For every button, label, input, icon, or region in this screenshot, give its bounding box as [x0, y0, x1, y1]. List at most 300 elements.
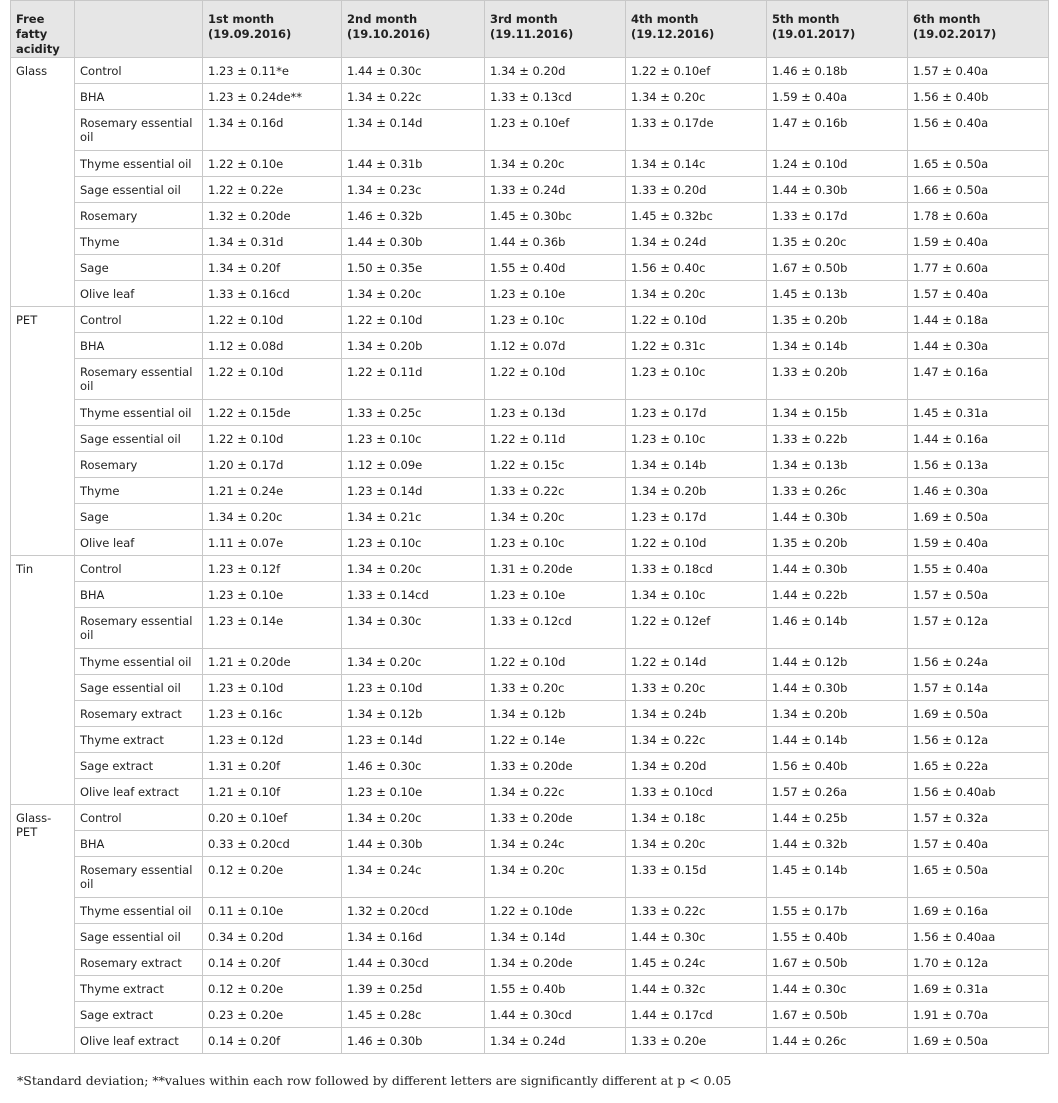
table-row — [11, 255, 1049, 281]
value-cell-month-4: 1.22 ± 0.14d — [626, 649, 767, 675]
treatment-label-cell: Rosemary — [75, 203, 203, 229]
value-cell-month-5: 1.44 ± 0.32b — [767, 831, 908, 857]
value-cell-month-4: 1.34 ± 0.20c — [626, 84, 767, 110]
header-date: (19.02.2017) — [913, 27, 997, 41]
table-row — [11, 203, 1049, 229]
treatment-label-cell: Rosemary — [75, 452, 203, 478]
value-cell-month-6: 1.44 ± 0.16a — [908, 426, 1049, 452]
value-cell-month-6: 1.44 ± 0.30a — [908, 333, 1049, 359]
value-cell-month-3: 1.22 ± 0.10de — [485, 898, 626, 924]
treatment-label-cell: Olive leaf extract — [75, 1028, 203, 1054]
table-row — [11, 333, 1049, 359]
packaging-group-cell: Glass — [11, 58, 75, 307]
value-cell-month-1: 1.12 ± 0.08d — [203, 333, 342, 359]
header-title: 5th month — [772, 12, 840, 26]
treatment-label-cell: Thyme — [75, 478, 203, 504]
value-cell-month-1: 1.11 ± 0.07e — [203, 530, 342, 556]
value-cell-month-3: 1.22 ± 0.11d — [485, 426, 626, 452]
value-cell-month-3: 1.33 ± 0.12cd — [485, 608, 626, 649]
value-cell-month-5: 1.59 ± 0.40a — [767, 84, 908, 110]
value-cell-month-2: 1.46 ± 0.32b — [342, 203, 485, 229]
table-row — [11, 831, 1049, 857]
value-cell-month-2: 1.34 ± 0.20b — [342, 333, 485, 359]
value-cell-month-6: 1.57 ± 0.12a — [908, 608, 1049, 649]
value-cell-month-6: 1.78 ± 0.60a — [908, 203, 1049, 229]
value-cell-month-1: 1.22 ± 0.10d — [203, 426, 342, 452]
value-cell-month-2: 1.34 ± 0.16d — [342, 924, 485, 950]
value-cell-month-2: 1.34 ± 0.24c — [342, 857, 485, 898]
table-body — [11, 58, 1049, 1054]
value-cell-month-5: 1.45 ± 0.13b — [767, 281, 908, 307]
value-cell-month-6: 1.57 ± 0.50a — [908, 582, 1049, 608]
value-cell-month-6: 1.59 ± 0.40a — [908, 229, 1049, 255]
treatment-label-cell: Sage essential oil — [75, 177, 203, 203]
packaging-group-cell: Glass-PET — [11, 805, 75, 1054]
value-cell-month-4: 1.34 ± 0.20d — [626, 753, 767, 779]
value-cell-month-6: 1.57 ± 0.14a — [908, 675, 1049, 701]
value-cell-month-6: 1.56 ± 0.40aa — [908, 924, 1049, 950]
value-cell-month-2: 1.34 ± 0.21c — [342, 504, 485, 530]
value-cell-month-1: 1.23 ± 0.16c — [203, 701, 342, 727]
table-row — [11, 805, 1049, 831]
value-cell-month-1: 0.20 ± 0.10ef — [203, 805, 342, 831]
value-cell-month-6: 1.56 ± 0.13a — [908, 452, 1049, 478]
value-cell-month-1: 0.12 ± 0.20e — [203, 857, 342, 898]
table-row — [11, 1028, 1049, 1054]
value-cell-month-1: 1.22 ± 0.15de — [203, 400, 342, 426]
value-cell-month-3: 1.22 ± 0.10d — [485, 649, 626, 675]
header-title: 4th month — [631, 12, 699, 26]
treatment-label-cell: Olive leaf extract — [75, 779, 203, 805]
value-cell-month-4: 1.34 ± 0.14c — [626, 151, 767, 177]
value-cell-month-4: 1.56 ± 0.40c — [626, 255, 767, 281]
value-cell-month-3: 1.34 ± 0.12b — [485, 701, 626, 727]
value-cell-month-1: 0.11 ± 0.10e — [203, 898, 342, 924]
packaging-group-cell: PET — [11, 307, 75, 556]
value-cell-month-5: 1.35 ± 0.20c — [767, 229, 908, 255]
table-row — [11, 151, 1049, 177]
value-cell-month-5: 1.57 ± 0.26a — [767, 779, 908, 805]
value-cell-month-2: 1.44 ± 0.30cd — [342, 950, 485, 976]
value-cell-month-1: 1.34 ± 0.16d — [203, 110, 342, 151]
treatment-label-cell: Sage essential oil — [75, 426, 203, 452]
value-cell-month-5: 1.44 ± 0.30b — [767, 504, 908, 530]
value-cell-month-2: 1.46 ± 0.30b — [342, 1028, 485, 1054]
value-cell-month-6: 1.69 ± 0.50a — [908, 1028, 1049, 1054]
value-cell-month-1: 1.23 ± 0.10d — [203, 675, 342, 701]
header-free-fatty-acidity — [11, 1, 75, 58]
value-cell-month-1: 1.23 ± 0.10e — [203, 582, 342, 608]
header-month-2 — [342, 1, 485, 58]
value-cell-month-2: 1.44 ± 0.30b — [342, 229, 485, 255]
value-cell-month-2: 1.34 ± 0.20c — [342, 805, 485, 831]
value-cell-month-3: 1.33 ± 0.13cd — [485, 84, 626, 110]
value-cell-month-2: 1.32 ± 0.20cd — [342, 898, 485, 924]
value-cell-month-6: 1.65 ± 0.22a — [908, 753, 1049, 779]
value-cell-month-1: 0.14 ± 0.20f — [203, 1028, 342, 1054]
value-cell-month-6: 1.65 ± 0.50a — [908, 857, 1049, 898]
value-cell-month-2: 1.34 ± 0.14d — [342, 110, 485, 151]
value-cell-month-6: 1.57 ± 0.40a — [908, 281, 1049, 307]
table-row — [11, 307, 1049, 333]
treatment-label-cell: Sage — [75, 504, 203, 530]
value-cell-month-3: 1.55 ± 0.40d — [485, 255, 626, 281]
value-cell-month-4: 1.23 ± 0.10c — [626, 359, 767, 400]
value-cell-month-6: 1.59 ± 0.40a — [908, 530, 1049, 556]
value-cell-month-1: 1.20 ± 0.17d — [203, 452, 342, 478]
value-cell-month-3: 1.23 ± 0.10ef — [485, 110, 626, 151]
value-cell-month-1: 1.34 ± 0.31d — [203, 229, 342, 255]
value-cell-month-2: 1.23 ± 0.10c — [342, 530, 485, 556]
value-cell-month-4: 1.33 ± 0.22c — [626, 898, 767, 924]
treatment-label-cell: Thyme essential oil — [75, 898, 203, 924]
treatment-label-cell: Rosemary extract — [75, 950, 203, 976]
value-cell-month-1: 0.23 ± 0.20e — [203, 1002, 342, 1028]
value-cell-month-4: 1.34 ± 0.14b — [626, 452, 767, 478]
value-cell-month-1: 0.12 ± 0.20e — [203, 976, 342, 1002]
value-cell-month-3: 1.33 ± 0.20de — [485, 805, 626, 831]
value-cell-month-2: 1.34 ± 0.23c — [342, 177, 485, 203]
value-cell-month-4: 1.34 ± 0.18c — [626, 805, 767, 831]
table-row — [11, 229, 1049, 255]
treatment-label-cell: BHA — [75, 84, 203, 110]
table-row — [11, 701, 1049, 727]
value-cell-month-4: 1.44 ± 0.32c — [626, 976, 767, 1002]
value-cell-month-5: 1.47 ± 0.16b — [767, 110, 908, 151]
table-row — [11, 58, 1049, 84]
table-row — [11, 281, 1049, 307]
value-cell-month-4: 1.34 ± 0.20c — [626, 831, 767, 857]
value-cell-month-1: 0.14 ± 0.20f — [203, 950, 342, 976]
value-cell-month-3: 1.33 ± 0.20c — [485, 675, 626, 701]
value-cell-month-2: 1.46 ± 0.30c — [342, 753, 485, 779]
treatment-label-cell: Rosemary essential oil — [75, 857, 203, 898]
value-cell-month-2: 1.34 ± 0.20c — [342, 649, 485, 675]
value-cell-month-4: 1.44 ± 0.30c — [626, 924, 767, 950]
value-cell-month-2: 1.33 ± 0.14cd — [342, 582, 485, 608]
value-cell-month-1: 1.23 ± 0.24de** — [203, 84, 342, 110]
value-cell-month-1: 0.34 ± 0.20d — [203, 924, 342, 950]
value-cell-month-1: 1.34 ± 0.20c — [203, 504, 342, 530]
value-cell-month-4: 1.45 ± 0.32bc — [626, 203, 767, 229]
header-treatment — [75, 1, 203, 58]
table-header — [11, 1, 1049, 58]
value-cell-month-3: 1.33 ± 0.20de — [485, 753, 626, 779]
value-cell-month-2: 1.44 ± 0.30b — [342, 831, 485, 857]
value-cell-month-6: 1.65 ± 0.50a — [908, 151, 1049, 177]
value-cell-month-5: 1.44 ± 0.30b — [767, 556, 908, 582]
value-cell-month-5: 1.46 ± 0.14b — [767, 608, 908, 649]
header-date: (19.12.2016) — [631, 27, 715, 41]
value-cell-month-5: 1.44 ± 0.12b — [767, 649, 908, 675]
value-cell-month-3: 1.23 ± 0.10c — [485, 530, 626, 556]
treatment-label-cell: Control — [75, 307, 203, 333]
value-cell-month-1: 1.33 ± 0.16cd — [203, 281, 342, 307]
table-row — [11, 779, 1049, 805]
value-cell-month-6: 1.69 ± 0.31a — [908, 976, 1049, 1002]
value-cell-month-3: 1.55 ± 0.40b — [485, 976, 626, 1002]
value-cell-month-3: 1.33 ± 0.22c — [485, 478, 626, 504]
value-cell-month-3: 1.22 ± 0.15c — [485, 452, 626, 478]
header-title: 6th month — [913, 12, 981, 26]
value-cell-month-2: 1.34 ± 0.20c — [342, 556, 485, 582]
treatment-label-cell: Sage essential oil — [75, 924, 203, 950]
value-cell-month-3: 1.34 ± 0.14d — [485, 924, 626, 950]
treatment-label-cell: Control — [75, 805, 203, 831]
table-row — [11, 84, 1049, 110]
value-cell-month-6: 1.55 ± 0.40a — [908, 556, 1049, 582]
value-cell-month-3: 1.34 ± 0.22c — [485, 779, 626, 805]
treatment-label-cell: Sage extract — [75, 753, 203, 779]
value-cell-month-2: 1.34 ± 0.20c — [342, 281, 485, 307]
value-cell-month-3: 1.44 ± 0.36b — [485, 229, 626, 255]
value-cell-month-5: 1.55 ± 0.17b — [767, 898, 908, 924]
value-cell-month-4: 1.22 ± 0.31c — [626, 333, 767, 359]
value-cell-month-1: 1.32 ± 0.20de — [203, 203, 342, 229]
value-cell-month-5: 1.33 ± 0.17d — [767, 203, 908, 229]
data-table — [10, 0, 1049, 1054]
value-cell-month-6: 1.69 ± 0.50a — [908, 504, 1049, 530]
value-cell-month-4: 1.34 ± 0.20c — [626, 281, 767, 307]
header-month-1 — [203, 1, 342, 58]
value-cell-month-5: 1.44 ± 0.30c — [767, 976, 908, 1002]
header-month-3 — [485, 1, 626, 58]
table-row — [11, 452, 1049, 478]
table-footnote: *Standard deviation; **values within each row followed by different letters are significantly different at p < 0.05 — [17, 1073, 732, 1088]
value-cell-month-3: 1.34 ± 0.20de — [485, 950, 626, 976]
value-cell-month-1: 1.21 ± 0.10f — [203, 779, 342, 805]
value-cell-month-5: 1.44 ± 0.30b — [767, 675, 908, 701]
treatment-label-cell: BHA — [75, 582, 203, 608]
header-month-6 — [908, 1, 1049, 58]
value-cell-month-4: 1.22 ± 0.10d — [626, 530, 767, 556]
table-row — [11, 426, 1049, 452]
value-cell-month-5: 1.44 ± 0.22b — [767, 582, 908, 608]
value-cell-month-2: 1.34 ± 0.22c — [342, 84, 485, 110]
value-cell-month-4: 1.44 ± 0.17cd — [626, 1002, 767, 1028]
value-cell-month-2: 1.34 ± 0.30c — [342, 608, 485, 649]
value-cell-month-3: 1.34 ± 0.20c — [485, 504, 626, 530]
value-cell-month-5: 1.44 ± 0.25b — [767, 805, 908, 831]
value-cell-month-1: 1.22 ± 0.10d — [203, 307, 342, 333]
value-cell-month-5: 1.33 ± 0.26c — [767, 478, 908, 504]
value-cell-month-1: 1.21 ± 0.20de — [203, 649, 342, 675]
value-cell-month-4: 1.33 ± 0.15d — [626, 857, 767, 898]
value-cell-month-6: 1.57 ± 0.32a — [908, 805, 1049, 831]
value-cell-month-6: 1.56 ± 0.24a — [908, 649, 1049, 675]
value-cell-month-6: 1.47 ± 0.16a — [908, 359, 1049, 400]
table-container — [10, 0, 1048, 1054]
value-cell-month-4: 1.33 ± 0.20e — [626, 1028, 767, 1054]
value-cell-month-5: 1.44 ± 0.14b — [767, 727, 908, 753]
treatment-label-cell: Sage extract — [75, 1002, 203, 1028]
value-cell-month-2: 1.23 ± 0.14d — [342, 478, 485, 504]
packaging-group-cell: Tin — [11, 556, 75, 805]
value-cell-month-5: 1.44 ± 0.30b — [767, 177, 908, 203]
value-cell-month-1: 1.22 ± 0.10d — [203, 359, 342, 400]
treatment-label-cell: Control — [75, 58, 203, 84]
header-title: 2nd month — [347, 12, 418, 26]
table-row — [11, 504, 1049, 530]
value-cell-month-2: 1.22 ± 0.10d — [342, 307, 485, 333]
value-cell-month-4: 1.34 ± 0.20b — [626, 478, 767, 504]
value-cell-month-2: 1.50 ± 0.35e — [342, 255, 485, 281]
header-month-4 — [626, 1, 767, 58]
value-cell-month-6: 1.66 ± 0.50a — [908, 177, 1049, 203]
value-cell-month-3: 1.22 ± 0.14e — [485, 727, 626, 753]
value-cell-month-4: 1.34 ± 0.24d — [626, 229, 767, 255]
table-row — [11, 898, 1049, 924]
value-cell-month-5: 1.67 ± 0.50b — [767, 1002, 908, 1028]
value-cell-month-6: 1.56 ± 0.40b — [908, 84, 1049, 110]
value-cell-month-5: 1.34 ± 0.14b — [767, 333, 908, 359]
value-cell-month-4: 1.22 ± 0.10d — [626, 307, 767, 333]
value-cell-month-3: 1.34 ± 0.20d — [485, 58, 626, 84]
table-row — [11, 675, 1049, 701]
value-cell-month-1: 1.22 ± 0.10e — [203, 151, 342, 177]
table-row — [11, 753, 1049, 779]
value-cell-month-6: 1.57 ± 0.40a — [908, 831, 1049, 857]
value-cell-month-3: 1.33 ± 0.24d — [485, 177, 626, 203]
value-cell-month-3: 1.23 ± 0.10e — [485, 582, 626, 608]
value-cell-month-4: 1.23 ± 0.10c — [626, 426, 767, 452]
value-cell-month-3: 1.23 ± 0.13d — [485, 400, 626, 426]
value-cell-month-5: 1.56 ± 0.40b — [767, 753, 908, 779]
value-cell-month-3: 1.22 ± 0.10d — [485, 359, 626, 400]
table-row — [11, 400, 1049, 426]
value-cell-month-6: 1.44 ± 0.18a — [908, 307, 1049, 333]
value-cell-month-6: 1.70 ± 0.12a — [908, 950, 1049, 976]
treatment-label-cell: Thyme essential oil — [75, 400, 203, 426]
value-cell-month-3: 1.23 ± 0.10c — [485, 307, 626, 333]
value-cell-month-6: 1.56 ± 0.12a — [908, 727, 1049, 753]
treatment-label-cell: Thyme extract — [75, 727, 203, 753]
treatment-label-cell: Thyme — [75, 229, 203, 255]
value-cell-month-2: 1.22 ± 0.11d — [342, 359, 485, 400]
header-date: (19.01.2017) — [772, 27, 856, 41]
value-cell-month-4: 1.34 ± 0.10c — [626, 582, 767, 608]
value-cell-month-5: 1.33 ± 0.20b — [767, 359, 908, 400]
value-cell-month-1: 1.23 ± 0.11*e — [203, 58, 342, 84]
value-cell-month-6: 1.91 ± 0.70a — [908, 1002, 1049, 1028]
value-cell-month-1: 1.31 ± 0.20f — [203, 753, 342, 779]
header-date: (19.10.2016) — [347, 27, 431, 41]
value-cell-month-5: 1.67 ± 0.50b — [767, 950, 908, 976]
value-cell-month-2: 1.23 ± 0.10d — [342, 675, 485, 701]
treatment-label-cell: Thyme essential oil — [75, 649, 203, 675]
value-cell-month-5: 1.45 ± 0.14b — [767, 857, 908, 898]
treatment-label-cell: Olive leaf — [75, 281, 203, 307]
value-cell-month-2: 1.23 ± 0.10c — [342, 426, 485, 452]
value-cell-month-5: 1.46 ± 0.18b — [767, 58, 908, 84]
value-cell-month-3: 1.34 ± 0.20c — [485, 857, 626, 898]
value-cell-month-4: 1.22 ± 0.12ef — [626, 608, 767, 649]
value-cell-month-5: 1.34 ± 0.13b — [767, 452, 908, 478]
value-cell-month-4: 1.23 ± 0.17d — [626, 504, 767, 530]
value-cell-month-6: 1.69 ± 0.16a — [908, 898, 1049, 924]
value-cell-month-6: 1.69 ± 0.50a — [908, 701, 1049, 727]
value-cell-month-1: 1.23 ± 0.12d — [203, 727, 342, 753]
treatment-label-cell: Olive leaf — [75, 530, 203, 556]
value-cell-month-6: 1.57 ± 0.40a — [908, 58, 1049, 84]
value-cell-month-3: 1.45 ± 0.30bc — [485, 203, 626, 229]
treatment-label-cell: Rosemary essential oil — [75, 608, 203, 649]
treatment-label-cell: Thyme essential oil — [75, 151, 203, 177]
value-cell-month-2: 1.44 ± 0.30c — [342, 58, 485, 84]
value-cell-month-4: 1.23 ± 0.17d — [626, 400, 767, 426]
value-cell-month-4: 1.45 ± 0.24c — [626, 950, 767, 976]
treatment-label-cell: BHA — [75, 831, 203, 857]
treatment-label-cell: Rosemary essential oil — [75, 110, 203, 151]
header-title: Free fatty acidity — [16, 12, 60, 56]
value-cell-month-4: 1.33 ± 0.18cd — [626, 556, 767, 582]
treatment-label-cell: Control — [75, 556, 203, 582]
treatment-label-cell: Rosemary essential oil — [75, 359, 203, 400]
table-row — [11, 556, 1049, 582]
table-row — [11, 727, 1049, 753]
table-row — [11, 478, 1049, 504]
header-month-5 — [767, 1, 908, 58]
value-cell-month-6: 1.45 ± 0.31a — [908, 400, 1049, 426]
treatment-label-cell: Rosemary extract — [75, 701, 203, 727]
value-cell-month-5: 1.35 ± 0.20b — [767, 307, 908, 333]
value-cell-month-6: 1.56 ± 0.40a — [908, 110, 1049, 151]
treatment-label-cell: Thyme extract — [75, 976, 203, 1002]
table-row — [11, 1002, 1049, 1028]
value-cell-month-4: 1.34 ± 0.22c — [626, 727, 767, 753]
value-cell-month-1: 1.21 ± 0.24e — [203, 478, 342, 504]
value-cell-month-1: 1.22 ± 0.22e — [203, 177, 342, 203]
table-row — [11, 530, 1049, 556]
value-cell-month-2: 1.23 ± 0.10e — [342, 779, 485, 805]
table-row — [11, 976, 1049, 1002]
value-cell-month-6: 1.77 ± 0.60a — [908, 255, 1049, 281]
header-date: (19.11.2016) — [490, 27, 574, 41]
value-cell-month-3: 1.34 ± 0.20c — [485, 151, 626, 177]
value-cell-month-2: 1.39 ± 0.25d — [342, 976, 485, 1002]
header-title: 3rd month — [490, 12, 558, 26]
treatment-label-cell: Sage — [75, 255, 203, 281]
value-cell-month-2: 1.44 ± 0.31b — [342, 151, 485, 177]
value-cell-month-5: 1.33 ± 0.22b — [767, 426, 908, 452]
table-row — [11, 924, 1049, 950]
value-cell-month-3: 1.23 ± 0.10e — [485, 281, 626, 307]
value-cell-month-5: 1.24 ± 0.10d — [767, 151, 908, 177]
header-date: (19.09.2016) — [208, 27, 292, 41]
value-cell-month-1: 0.33 ± 0.20cd — [203, 831, 342, 857]
table-row — [11, 582, 1049, 608]
value-cell-month-5: 1.34 ± 0.20b — [767, 701, 908, 727]
table-row — [11, 857, 1049, 898]
value-cell-month-4: 1.34 ± 0.24b — [626, 701, 767, 727]
value-cell-month-2: 1.23 ± 0.14d — [342, 727, 485, 753]
value-cell-month-2: 1.45 ± 0.28c — [342, 1002, 485, 1028]
value-cell-month-5: 1.55 ± 0.40b — [767, 924, 908, 950]
value-cell-month-2: 1.34 ± 0.12b — [342, 701, 485, 727]
header-title: 1st month — [208, 12, 275, 26]
value-cell-month-1: 1.23 ± 0.14e — [203, 608, 342, 649]
value-cell-month-2: 1.33 ± 0.25c — [342, 400, 485, 426]
value-cell-month-3: 1.44 ± 0.30cd — [485, 1002, 626, 1028]
value-cell-month-3: 1.34 ± 0.24d — [485, 1028, 626, 1054]
value-cell-month-3: 1.34 ± 0.24c — [485, 831, 626, 857]
table-row — [11, 177, 1049, 203]
value-cell-month-4: 1.33 ± 0.10cd — [626, 779, 767, 805]
value-cell-month-1: 1.23 ± 0.12f — [203, 556, 342, 582]
value-cell-month-5: 1.35 ± 0.20b — [767, 530, 908, 556]
table-row — [11, 359, 1049, 400]
treatment-label-cell: Sage essential oil — [75, 675, 203, 701]
